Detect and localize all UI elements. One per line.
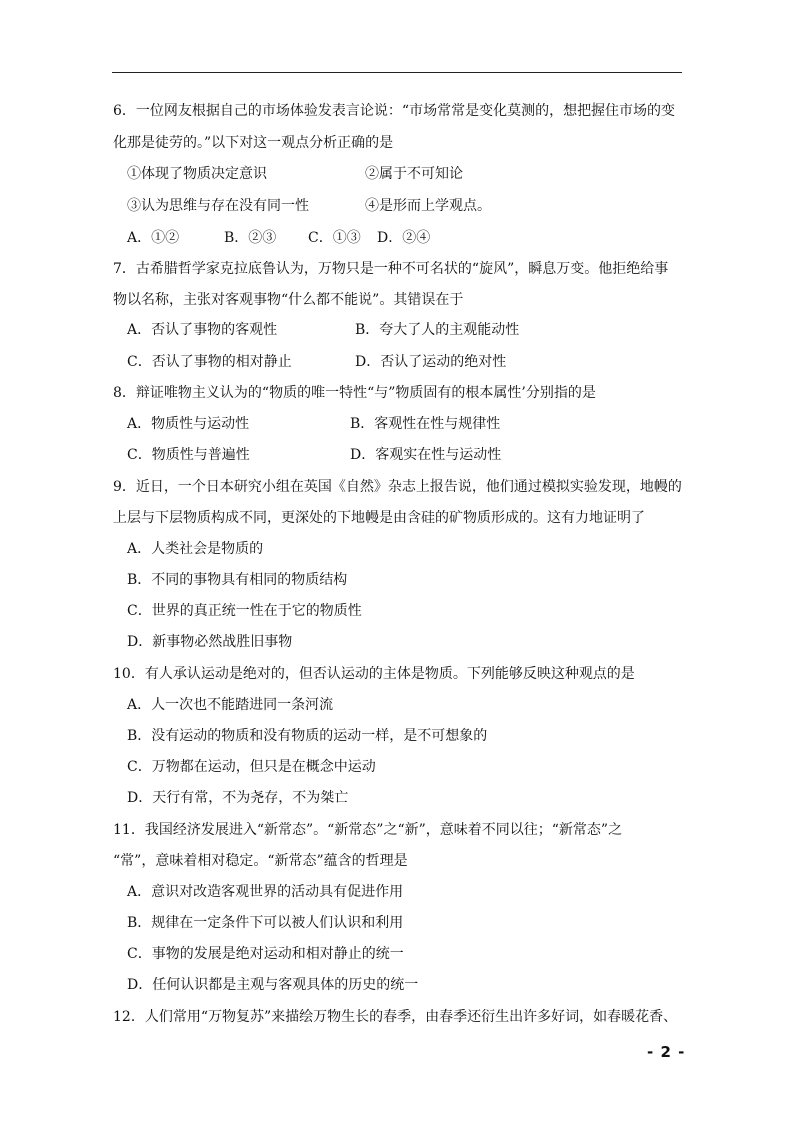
q6-choice-b: B．②③ (224, 230, 277, 246)
q10-option-a: A．人一次也不能踏进同一条河流 (127, 697, 334, 713)
q6-statement-4: ④是形而上学观点。 (365, 198, 491, 214)
q10-option-b: B．没有运动的物质和没有物质的运动一样，是不可想象的 (127, 728, 488, 744)
q7-option-a: A．否认了事物的客观性 (127, 322, 278, 338)
q6-statement-3: ③认为思维与存在没有同一性 (127, 198, 309, 214)
q8-option-c: C．物质性与普遍性 (127, 447, 250, 463)
q7-option-d: D．否认了运动的绝对性 (355, 354, 507, 370)
q7-option-c: C．否认了事物的相对静止 (127, 354, 292, 370)
q6-statement-2: ②属于不可知论 (365, 166, 463, 182)
page-number: - 2 - (647, 1043, 686, 1061)
q10-option-c: C．万物都在运动，但只是在概念中运动 (127, 759, 376, 775)
q8-option-d: D．客观实在性与运动性 (350, 447, 502, 463)
q7-stem-line1: 7．古希腊哲学家克拉底鲁认为，万物只是一种不可名状的“旋风”，瞬息万变。他拒绝给事 (113, 261, 669, 277)
q10-stem-line1: 10．有人承认运动是绝对的，但否认运动的主体是物质。下列能够反映这种观点的是 (113, 666, 635, 682)
q9-option-c: C．世界的真正统一性在于它的物质性 (127, 603, 362, 619)
q6-stem-line2: 化那是徒劳的。”以下对这一观点分析正确的是 (113, 135, 394, 151)
q11-stem-line2: “常”，意味着相对稳定。“新常态”蕴含的哲理是 (113, 853, 408, 869)
q11-option-a: A．意识对改造客观世界的活动具有促进作用 (127, 884, 404, 900)
q6-statement-1: ①体现了物质决定意识 (127, 166, 267, 182)
q9-stem-line1: 9．近日，一个日本研究小组在英国《自然》杂志上报告说，他们通过模拟实验发现，地幔的 (113, 479, 682, 495)
q6-choice-c: C．①③ (308, 230, 361, 246)
q11-option-c: C．事物的发展是绝对运动和相对静止的统一 (127, 946, 404, 962)
q7-option-b: B．夸大了人的主观能动性 (355, 322, 520, 338)
q8-option-b: B．客观性在性与规律性 (350, 416, 501, 432)
q11-option-b: B．规律在一定条件下可以被人们认识和利用 (127, 915, 404, 931)
q11-stem-line1: 11．我国经济发展进入“新常态”。“新常态”之“新”，意味着不同以往；“新常态”之 (113, 822, 623, 838)
q7-stem-line2: 物以名称，主张对客观事物“什么都不能说”。其错误在于 (113, 292, 464, 308)
header-rule (112, 72, 682, 73)
q9-option-a: A．人类社会是物质的 (127, 541, 264, 557)
q11-option-d: D．任何认识都是主观与客观具体的历史的统一 (127, 977, 419, 993)
q9-stem-line2: 上层与下层物质构成不同，更深处的下地幔是由含硅的矿物质形成的。这有力地证明了 (113, 510, 645, 526)
q6-choice-d: D．②④ (377, 230, 431, 246)
q10-option-d: D．天行有常，不为尧存，不为桀亡 (127, 790, 349, 806)
q6-choice-a: A．①② (127, 230, 180, 246)
q12-stem-line1: 12．人们常用“万物复苏”来描绘万物生长的春季，由春季还衍生出许多好词，如春暖花香、 (113, 1009, 678, 1025)
q9-option-d: D．新事物必然战胜旧事物 (127, 634, 293, 650)
q8-option-a: A．物质性与运动性 (127, 416, 250, 432)
q9-option-b: B．不同的事物具有相同的物质结构 (127, 572, 348, 588)
q8-stem-line1: 8．辩证唯物主义认为的“物质的唯一特性“与”物质固有的根本属性’分别指的是 (113, 385, 596, 401)
q6-stem-line1: 6．一位网友根据自己的市场体验发表言论说：“市场常常是变化莫测的，想把握住市场的变 (113, 103, 676, 119)
